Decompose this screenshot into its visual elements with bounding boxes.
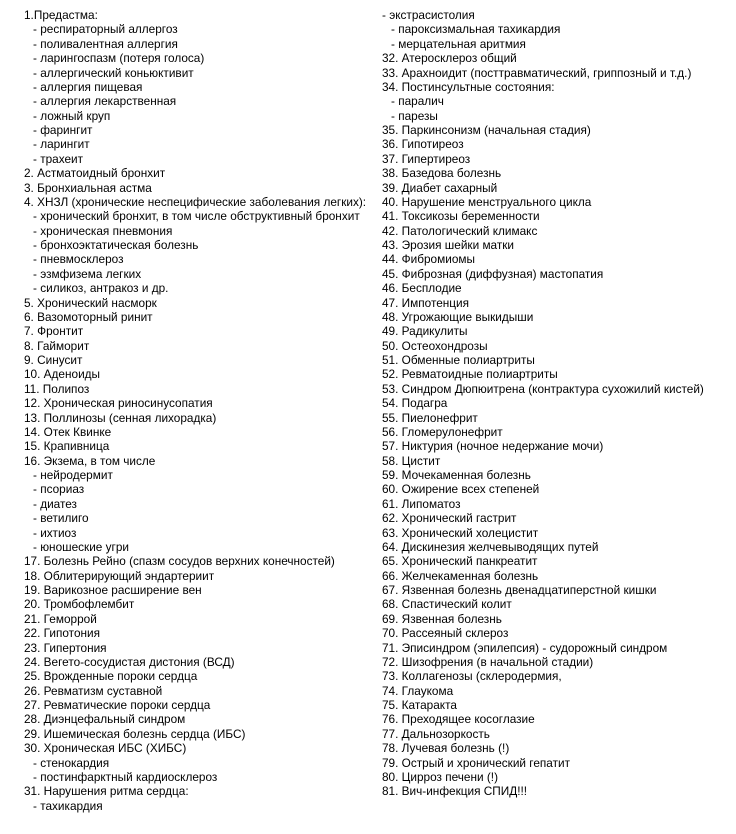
list-item: 43. Эрозия шейки матки xyxy=(382,238,515,252)
list-item: 71. Эписиндром (эпилепсия) - судорожный синдром xyxy=(382,640,668,655)
list-subitem: - силикоз, антракоз и др. xyxy=(33,281,169,296)
list-item: 59. Мочекаменная болезнь xyxy=(382,468,531,482)
list-item: 36. Гипотиреоз xyxy=(382,137,464,152)
list-subitem: - пароксизмальная тахикардия xyxy=(391,22,561,37)
list-item: 12. Хроническая риносинусопатия xyxy=(24,396,213,411)
list-item: 25. Врожденные пороки сердца xyxy=(24,669,198,684)
list-subitem: - мерцательная аритмия xyxy=(391,36,526,51)
list-item: 27. Ревматические пороки сердца xyxy=(24,698,211,712)
list-item: 45. Фиброзная (диффузная) мастопатия xyxy=(382,266,604,281)
list-item: 64. Дискинезия желчевыводящих путей xyxy=(382,539,599,554)
list-item: 7. Фронтит xyxy=(24,324,84,339)
list-subitem: - ларингоспазм (потеря голоса) xyxy=(33,51,205,66)
list-item: 13. Поллинозы (сенная лихорадка) xyxy=(24,410,217,425)
list-item: 72. Шизофрения (в начальной стадии) xyxy=(382,654,594,669)
list-item: 62. Хронический гастрит xyxy=(382,511,517,526)
list-item: - экстрасистолия xyxy=(382,8,475,22)
list-item: 53. Синдром Дюпюитрена (контрактура сухожилий кистей) xyxy=(382,381,704,396)
list-subitem: - бронхоэктатическая болезнь xyxy=(33,238,199,252)
list-item: 2. Астматоидный бронхит xyxy=(24,166,166,181)
list-item: 40. Нарушение менструального цикла xyxy=(382,194,592,209)
list-subitem: - ихтиоз xyxy=(33,525,77,540)
list-item: 47. Импотенция xyxy=(382,295,470,310)
list-item: 63. Хронический холецистит xyxy=(382,525,539,540)
right-column-list xyxy=(382,8,732,799)
list-item: 48. Угрожающие выкидыши xyxy=(382,309,534,324)
list-item: 55. Пиелонефрит xyxy=(382,410,478,425)
list-item: 78. Лучевая болезнь (!) xyxy=(382,741,510,756)
list-subitem: - респираторный аллергоз xyxy=(33,22,178,37)
list-item: 49. Радикулиты xyxy=(382,324,468,339)
list-item: 4. ХНЗЛ (хронические неспецифические заболевания легких): xyxy=(24,194,367,209)
list-item: 38. Базедова болезнь xyxy=(382,166,502,181)
list-item: 23. Гипертония xyxy=(24,640,107,655)
list-subitem: - ветилиго xyxy=(33,511,89,526)
list-subitem: - постинфарктный кардиосклероз xyxy=(33,769,218,784)
list-item: 9. Синусит xyxy=(24,353,83,367)
list-item: 18. Облитерирующий эндартериит xyxy=(24,568,215,583)
list-item: 56. Гломерулонефрит xyxy=(382,424,503,439)
list-item: 5. Хронический насморк xyxy=(24,295,157,310)
list-item: 26. Ревматизм суставной xyxy=(24,683,163,698)
list-item: 41. Токсикозы беременности xyxy=(382,209,540,224)
list-item: 54. Подагра xyxy=(382,396,448,411)
list-item: 65. Хронический панкреатит xyxy=(382,554,538,569)
list-item: 6. Вазомоторный ринит xyxy=(24,309,153,324)
list-item: 37. Гипертиреоз xyxy=(382,151,471,166)
list-subitem: - пневмосклероз xyxy=(33,252,124,267)
list-item: 31. Нарушения ритма сердца: xyxy=(24,784,189,799)
list-subitem: - тахикардия xyxy=(33,798,103,813)
list-item: 58. Цистит xyxy=(382,453,441,468)
list-item: 30. Хроническая ИБС (ХИБС) xyxy=(24,741,187,756)
list-subitem: - ложный круп xyxy=(33,108,111,123)
list-subitem: - псориаз xyxy=(33,482,85,497)
list-subitem: - ларингит xyxy=(33,137,90,152)
list-item: 44. Фибромиомы xyxy=(382,252,475,267)
list-item: 32. Атеросклероз общий xyxy=(382,51,517,66)
list-item: 73. Коллагенозы (склеродермия, xyxy=(382,669,562,684)
list-subitem: - эзмфизема легких xyxy=(33,266,142,281)
list-item: 52. Ревматоидные полиартриты xyxy=(382,367,558,382)
list-subitem: - фарингит xyxy=(33,123,93,137)
list-item: 69. Язвенная болезнь xyxy=(382,611,502,626)
list-item: 15. Крапивница xyxy=(24,439,110,454)
list-item: 33. Арахноидит (посттравматический, гриппозный и т.д.) xyxy=(382,65,692,80)
list-subitem: - парезы xyxy=(391,108,438,123)
list-item: 57. Никтурия (ночное недержание мочи) xyxy=(382,439,604,454)
list-item: 68. Спастический колит xyxy=(382,597,512,612)
list-item: 39. Диабет сахарный xyxy=(382,180,498,195)
list-item: 28. Диэнцефальный синдром xyxy=(24,712,186,727)
list-item: 61. Липоматоз xyxy=(382,496,461,511)
list-item: 22. Гипотония xyxy=(24,626,101,641)
list-subitem: - стенокардия xyxy=(33,755,110,770)
list-item: 70. Рассеяный склероз xyxy=(382,626,509,641)
list-item: 67. Язвенная болезнь двенадцатиперстной кишки xyxy=(382,583,657,597)
list-item: 46. Бесплодие xyxy=(382,281,462,296)
list-item: 14. Отек Квинке xyxy=(24,424,112,439)
list-subitem: - нейродермит xyxy=(33,468,113,482)
list-item: 42. Патологический климакс xyxy=(382,223,538,238)
list-subitem: - аллергия лекарственная xyxy=(33,94,177,109)
list-subitem: - трахеит xyxy=(33,151,84,166)
list-item: 24. Вегето-сосудистая дистония (ВСД) xyxy=(24,654,235,669)
list-subitem: - диатез xyxy=(33,496,77,511)
list-item: 3. Бронхиальная астма xyxy=(24,180,152,195)
list-subitem: - поливалентная аллергия xyxy=(33,36,178,51)
list-subitem: - аллергия пищевая xyxy=(33,79,143,94)
list-item: 16. Экзема, в том числе xyxy=(24,453,156,468)
list-item: 11. Полипоз xyxy=(24,381,90,396)
list-item: 66. Желчекаменная болезнь xyxy=(382,568,539,583)
list-item: 76. Преходящее косоглазие xyxy=(382,712,535,727)
list-item: 19. Варикозное расширение вен xyxy=(24,583,202,597)
list-item: 34. Постинсультные состояния: xyxy=(382,79,555,94)
list-item: 80. Цирроз печени (!) xyxy=(382,769,499,784)
list-item: 21. Геморрой xyxy=(24,611,97,626)
list-subitem: - аллергический коньюктивит xyxy=(33,65,194,80)
list-subitem: - юношеские угри xyxy=(33,539,129,554)
list-subitem: - паралич xyxy=(391,94,444,109)
list-subitem: - хронический бронхит, в том числе обструктивный бронхит xyxy=(33,209,360,224)
list-item: 1.Предастма: xyxy=(24,8,98,22)
list-item: 81. Вич-инфекция СПИД!!! xyxy=(382,784,528,799)
list-item: 75. Катаракта xyxy=(382,698,457,712)
list-item: 79. Острый и хронический гепатит xyxy=(382,755,570,770)
list-item: 29. Ишемическая болезнь сердца (ИБС) xyxy=(24,726,246,741)
list-item: 51. Обменные полиартриты xyxy=(382,353,535,367)
left-column-list xyxy=(24,8,380,813)
list-item: 10. Аденоиды xyxy=(24,367,101,382)
list-item: 20. Тромбофлембит xyxy=(24,597,135,612)
list-item: 60. Ожирение всех степеней xyxy=(382,482,540,497)
list-item: 50. Остеохондрозы xyxy=(382,338,488,353)
list-item: 17. Болезнь Рейно (спазм сосудов верхних конечностей) xyxy=(24,554,335,569)
list-item: 74. Глаукома xyxy=(382,683,454,698)
list-item: 77. Дальнозоркость xyxy=(382,726,490,741)
list-item: 8. Гайморит xyxy=(24,338,90,353)
list-subitem: - хроническая пневмония xyxy=(33,223,173,238)
list-item: 35. Паркинсонизм (начальная стадия) xyxy=(382,123,591,137)
